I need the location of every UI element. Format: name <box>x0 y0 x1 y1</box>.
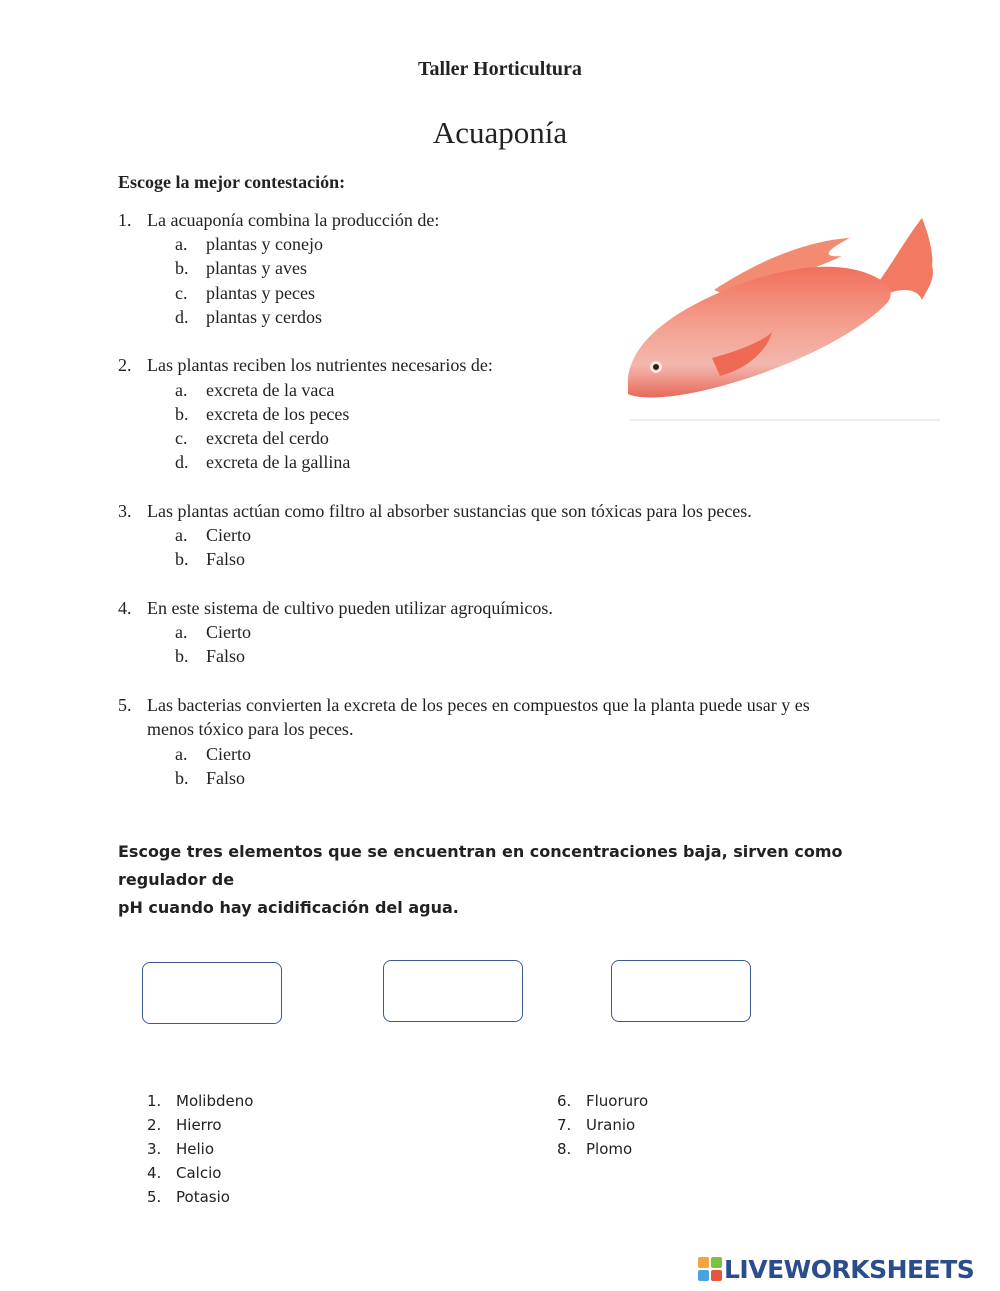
element-number: 7. <box>557 1116 572 1134</box>
option-text: plantas y cerdos <box>206 307 322 327</box>
logo-icon <box>698 1257 722 1281</box>
option[interactable] <box>175 742 251 766</box>
option[interactable] <box>175 620 251 644</box>
question-number: 4. <box>118 598 132 618</box>
option-letter: b. <box>175 646 189 666</box>
question-text-continued: menos tóxico para los peces. <box>147 719 354 739</box>
element-item <box>147 1137 253 1161</box>
option-text: Cierto <box>206 744 251 764</box>
element-item <box>557 1089 648 1113</box>
option[interactable] <box>175 378 334 402</box>
question-2 <box>118 353 493 377</box>
element-item <box>557 1113 648 1137</box>
answer-box-1[interactable] <box>142 962 282 1024</box>
option-text: excreta de los peces <box>206 404 350 424</box>
option-letter: d. <box>175 452 189 472</box>
fish-image <box>622 208 940 423</box>
answer-box-3[interactable] <box>611 960 751 1022</box>
option-letter: b. <box>175 768 189 788</box>
element-name: Plomo <box>586 1140 633 1158</box>
worksheet-subtitle: Taller Horticultura <box>418 58 582 80</box>
option-letter: c. <box>175 428 188 448</box>
answer-box-2[interactable] <box>383 960 523 1022</box>
option[interactable] <box>175 523 251 547</box>
element-number: 8. <box>557 1140 572 1158</box>
element-name: Potasio <box>176 1188 230 1206</box>
question-text: La acuaponía combina la producción de: <box>147 210 440 230</box>
option[interactable] <box>175 281 315 305</box>
option[interactable] <box>175 426 329 450</box>
question-4 <box>118 596 553 620</box>
option[interactable] <box>175 232 323 256</box>
option[interactable] <box>175 305 322 329</box>
element-name: Calcio <box>176 1164 222 1182</box>
question-3 <box>118 499 752 523</box>
option-text: Falso <box>206 549 246 569</box>
element-item <box>557 1137 648 1161</box>
question-text: En este sistema de cultivo pueden utilizar agroquímicos. <box>147 598 553 618</box>
liveworksheets-logo[interactable] <box>698 1254 974 1284</box>
question-5 <box>118 693 810 717</box>
option[interactable] <box>175 256 307 280</box>
option-text: plantas y aves <box>206 258 307 278</box>
option[interactable] <box>175 402 349 426</box>
element-number: 2. <box>147 1116 162 1134</box>
question-text: Las bacterias convierten la excreta de los peces en compuestos que la planta puede usar y es <box>147 695 810 715</box>
option-text: Cierto <box>206 622 251 642</box>
element-item <box>147 1113 253 1137</box>
question-1 <box>118 208 439 232</box>
option-text: Falso <box>206 646 246 666</box>
question-number: 2. <box>118 355 132 375</box>
element-number: 4. <box>147 1164 162 1182</box>
element-name: Fluoruro <box>586 1092 649 1110</box>
fish-body <box>628 267 891 398</box>
option-letter: b. <box>175 258 189 278</box>
element-number: 5. <box>147 1188 162 1206</box>
question-number: 3. <box>118 501 132 521</box>
element-item <box>147 1185 253 1209</box>
element-name: Helio <box>176 1140 215 1158</box>
option-text: excreta del cerdo <box>206 428 329 448</box>
element-number: 3. <box>147 1140 162 1158</box>
question-number: 5. <box>118 695 132 715</box>
option-letter: b. <box>175 549 189 569</box>
option-text: plantas y peces <box>206 283 315 303</box>
element-item <box>147 1161 253 1185</box>
option-text: excreta de la gallina <box>206 452 351 472</box>
fish-eye <box>650 361 662 373</box>
option[interactable] <box>175 644 245 668</box>
option-text: excreta de la vaca <box>206 380 335 400</box>
option[interactable] <box>175 766 245 790</box>
part1-instruction: Escoge la mejor contestación: <box>118 172 346 192</box>
question-text: Las plantas reciben los nutrientes necesarios de: <box>147 355 493 375</box>
option-text: plantas y conejo <box>206 234 323 254</box>
option-letter: c. <box>175 283 188 303</box>
option-letter: a. <box>175 744 188 764</box>
element-name: Hierro <box>176 1116 222 1134</box>
option-text: Falso <box>206 768 246 788</box>
option[interactable] <box>175 450 350 474</box>
element-number: 1. <box>147 1092 162 1110</box>
option-letter: b. <box>175 404 189 424</box>
element-item <box>147 1089 253 1113</box>
option-letter: a. <box>175 525 188 545</box>
option-letter: d. <box>175 307 189 327</box>
logo-text: LIVEWORKSHEETS <box>724 1254 975 1284</box>
element-number: 6. <box>557 1092 572 1110</box>
option-letter: a. <box>175 234 188 254</box>
option[interactable] <box>175 547 245 571</box>
worksheet-title: Acuaponía <box>432 115 568 150</box>
option-text: Cierto <box>206 525 251 545</box>
question-number: 1. <box>118 210 132 230</box>
part2-instruction <box>118 838 898 922</box>
element-name: Molibdeno <box>176 1092 254 1110</box>
elements-list-right <box>557 1089 648 1161</box>
part2-instruction-line-2: pH cuando hay acidificación del agua. <box>118 898 459 917</box>
question-text: Las plantas actúan como filtro al absorber sustancias que son tóxicas para los peces. <box>147 501 752 521</box>
option-letter: a. <box>175 380 188 400</box>
elements-list-left <box>147 1089 253 1209</box>
element-name: Uranio <box>586 1116 636 1134</box>
option-letter: a. <box>175 622 188 642</box>
part2-instruction-line-1: Escoge tres elementos que se encuentran en concentraciones baja, sirven como regulador de <box>118 842 843 889</box>
